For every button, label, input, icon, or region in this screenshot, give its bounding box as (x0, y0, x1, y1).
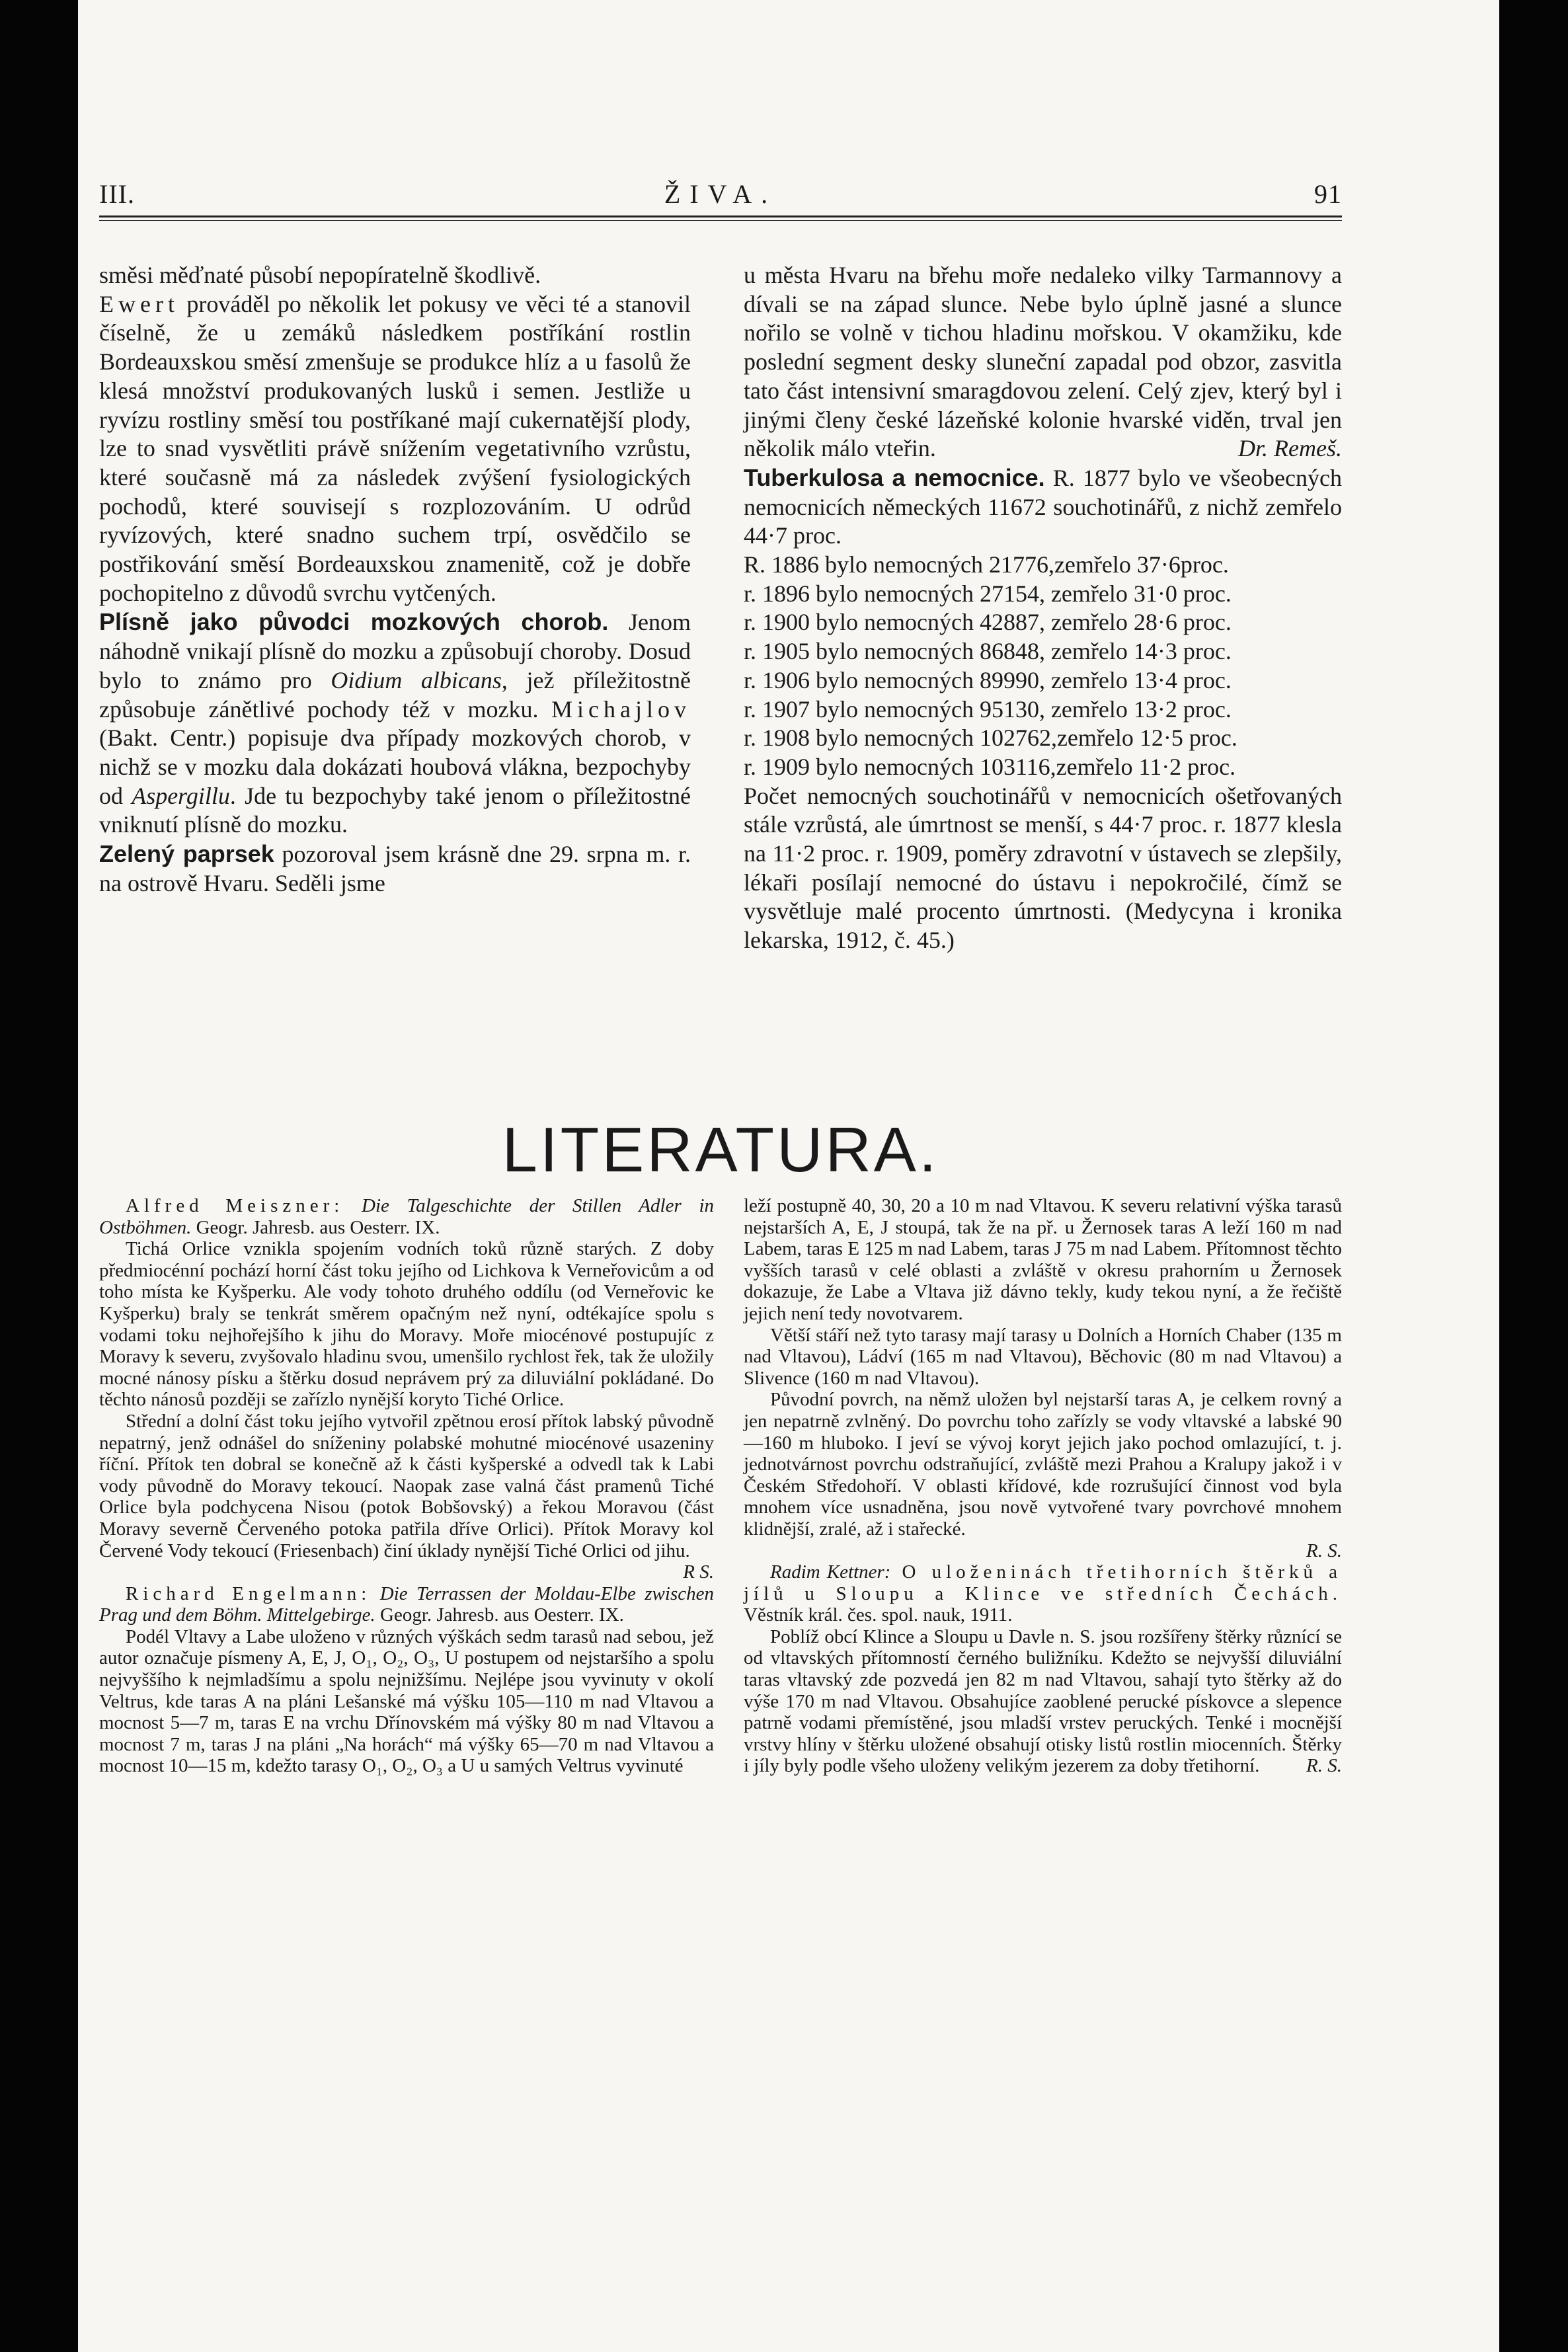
paragraph: Původní povrch, na němž uložen byl nejstarší taras A, je celkem rovný a jen nepatrně zvlněný. Do povrchu toho zařízly se vody vltavské a labské 90—160 m hluboko. I jeví se vývoj koryt jejich jako pochod omlazující, t. j. jednotvárnost povrchu odstraňující, zvláště mezi Prahou a Kralupy jakož i v Českém Středohoří. V oblasti křídové, kde rozrušující činnost vod byla mnohem více usnadněna, jsou nově vytvořené tvary povrchové mnohem klidnější, zralé, až i stařecké. (744, 1389, 1342, 1540)
section-heading: Tuberkulosa a nemocnice. (744, 463, 1045, 491)
paragraph: Poblíž obcí Klince a Sloupu u Davle n. S. jsou rozšířeny štěrky různící se od vltavských přítomností černého buližníku. Kdežto se nejvyšší diluviální taras vltavský zde pozvedá jen 82 m nad Vltavou, sahají tyto štěrky až do výše 170 m nad Vltavou. Obsahujíce zaoblené perucké pískovce a slepence patrně vodami přemístěné, jsou mladší vrstev peruckých. Tenké i mocnější vrstvy hlíny v štěrku uložené obsahují otisky listů rostlin miocenních. Štěrky i jíly byly podle všeho uloženy velikým jezerem za doby třetihorní. R. S. (744, 1626, 1342, 1777)
author-name: Alfred Meiszner: (126, 1195, 344, 1216)
signature: R. S. (1306, 1755, 1342, 1777)
paragraph: Podél Vltavy a Labe uloženo v různých výškách sedm tarasů nad sebou, jež autor označuje písmeny A, E, J, O₁, O₂, O₃, U postupem od nejstaršího a spolu nejvyššího k nejmladšímu a spolu nejnižšímu. Nejlépe jsou vyvinuty v okolí Veltrus, kde taras A na pláni Lešanské má výšku 105—110 m nad Vltavou a mocnost 5—7 m, taras E na vrchu Dřínovském má výšky 80 m nad Vltavou a mocnost 7 m, taras J na pláni „Na horách“ má výšky 65—70 m nad Vltavou a mocnost 10—15 m, kdežto tarasy O₁, O₂, O₃ a U u samých Veltrus vyvinuté (99, 1626, 714, 1777)
paragraph: Větší stáří než tyto tarasy mají tarasy u Dolních a Horních Chaber (135 m nad Vltavou), Ládví (165 m nad Vltavou), Běchovic (80 m nad Vltavou) a Slivence (160 m nad Vltavou). (744, 1324, 1342, 1389)
paragraph: Tichá Orlice vznikla spojením vodních toků různě starých. Z doby předmiocénní pochází horní část toku jejího od Lichkova k Verneřovicům a od toho místa ke Kyšperku. Ale vody tohoto druhého oddílu (od Verneřovic ke Kyšperku) braly se tenkrát směrem opačným než nyní, odtékajíce spolu s vodami toku nejhořejšího k jihu do Moravy. Moře miocénové postupujíc z Moravy k severu, zvyšovalo hladinu svou, umenšilo rychlost řek, tak že uložily mocné nánosy písku a štěrku dosud neprávem prý za diluviální pokládané. Do těchto nánosů později se zařízlo nynější koryto Tiché Orlice. (99, 1238, 714, 1411)
stats-row: r. 1908 bylo nemocných 102762,zemřelo 12·5 proc. (744, 725, 1237, 752)
paragraph: Tuberkulosa a nemocnice. R. 1877 bylo ve všeobecných nemocnicích německých 11672 souchotinářů, z nichž zemřelo 44·7 proc. (744, 463, 1342, 549)
paragraph: směsi měďnaté působí nepopíratelně škodlivě. (99, 262, 541, 288)
stats-list (744, 551, 1342, 782)
author-name: Richard Engelmann: (126, 1583, 372, 1604)
paragraph: leží postupně 40, 30, 20 a 10 m nad Vltavou. K severu relativní výška tarasů nejstarších A, E, J stoupá, tak že na př. u Žernosek taras A leží 160 m nad Labem, taras E 125 m nad Labem, taras J 75 m nad Labem. Přítomnost těchto vyšších tarasů v celé oblasti a zvláště v okresu prahorním u Žernosek dokazuje, že Labe a Vltava již dávno tekly, kudy tekou nyní, a že řečiště jejich není tedy novotvarem. (744, 1195, 1342, 1324)
paragraph: Ewert prováděl po několik let pokusy ve věci té a stanovil číselně, že u zemáků následkem postříkání rostlin Bordeauxskou směsí zmenšuje se produkce hlíz a u fasolů že klesá množství produkovaných lusků i semen. Jestliže u ryvízu rostliny směsí tou postříkané mají cukernatější plody, lze to snad vysvětliti právě snížením vegetativního vzrůstu, které současně má za následek zvýšení fysiologických pochodů, které souvisejí s rozplozováním. U odrůd ryvízových, které snadno suchem trpí, osvědčilo se postřikování směsí Bordeauxskou znamenitě, což je dobře pochopitelno z důvodů svrchu vytčených. (99, 290, 691, 606)
signature: R S. (683, 1561, 714, 1583)
bibliographic-entry: Radim Kettner: O uloženinách třetihorních štěrků a jílů u Sloupu a Klince ve středních Čechách. Věstník král. čes. spol. nauk, 1911. (744, 1561, 1342, 1626)
stats-row: r. 1900 bylo nemocných 42887, zemřelo 28·6 proc. (744, 609, 1232, 636)
stats-row: r. 1896 bylo nemocných 27154, zemřelo 31·0 proc. (744, 580, 1232, 607)
paragraph: Střední a dolní část toku jejího vytvořil zpětnou erosí přítok labský původně nepatrný, jenž odnášel do sníženiny polabské mohutné miocénové usazeniny říční. Přítok ten dobral se konečně až k části kyšperské a odvedl tak k Labi vody původně do Moravy tekoucí. Naopak zase valná část pramenů Tiché Orlice byla podchycena Nisou (potok Bobšovský) a řekou Moravou (část Moravy severně Červeného potoka patřila dříve Orlici). Přítok Moravy kol Červené Vody tekoucí (Friesenbach) činí úklady nynější Tiché Orlici od jihu. R S. (99, 1410, 714, 1583)
author-name: Radim Kettner: (770, 1561, 891, 1583)
header-rule-thin (99, 220, 1342, 221)
section-heading: Plísně jako původci mozkových chorob. (99, 608, 609, 636)
stats-row: r. 1907 bylo nemocných 95130, zemřelo 13·2 proc. (744, 695, 1232, 723)
journal-title: ŽIVA. (664, 179, 777, 209)
author-name: Ewert (99, 290, 179, 317)
literature-column-right (744, 1195, 1342, 1777)
bibliographic-entry: Alfred Meiszner: Die Talgeschichte der Stillen Adler in Ostböhmen. Geogr. Jahresb. aus Oesterr. IX. (99, 1195, 714, 1238)
stats-row: r. 1906 bylo nemocných 89990, zemřelo 13·4 proc. (744, 666, 1232, 693)
section-heading: Zelený paprsek (99, 840, 274, 868)
column-right (744, 261, 1342, 955)
paragraph: Plísně jako původci mozkových chorob. Jenom náhodně vnikají plísně do mozku a způsobují choroby. Dosud bylo to známo pro Oidium albicans, jež příležitostně způsobuje zánětlivé pochody též v mozku. Michajlov (Bakt. Centr.) popisuje dva případy mozkových chorob, v nichž se v mozku dala dokázati houbová vlákna, bezpochyby od Aspergillu. Jde tu bezpochyby také jenom o příležitostné vniknutí plísně do mozku. (99, 608, 691, 838)
stats-row: r. 1905 bylo nemocných 86848, zemřelo 14·3 proc. (744, 638, 1232, 665)
stats-row: r. 1909 bylo nemocných 103116,zemřelo 11·2 proc. (744, 753, 1236, 780)
author-name: Michajlov (551, 695, 691, 723)
paragraph: Počet nemocných souchotinářů v nemocnicích ošetřovaných stále vzrůstá, ale úmrtnost se menší, s 44·7 proc. r. 1877 klesla na 11·2 proc. r. 1909, poměry zdravotní v ústavech se zlepšily, lékaři posílají nemocné do ústavu i nepokročilé, čímž se vysvětluje malé procento úmrtnosti. (Medycyna i kronika lekarska, 1912, č. 45.) (744, 782, 1342, 954)
literature-column-left (99, 1195, 714, 1777)
volume-number: III. (99, 179, 135, 209)
literature-heading: LITERATURA. (502, 1115, 939, 1185)
page-number: 91 (1314, 179, 1342, 209)
column-left (99, 261, 691, 898)
signature: Dr. Remeš. (1238, 435, 1342, 462)
signature: R. S. (1306, 1540, 1342, 1561)
header-rule (99, 216, 1342, 217)
paragraph: u města Hvaru na břehu moře nedaleko vilky Tarmannovy a dívali se na západ slunce. Nebe bylo úplně jasné a slunce nořilo se volně v tichou hladinu mořskou. V okamžiku, kde poslední segment desky sluneční zapadal pod obzor, zasvitla tato část intensivní smaragdovou zelení. Celý zjev, který byl i jinými členy české lázeňské kolonie hvarské viděn, trval jen několik málo vteřin. Dr. Remeš. (744, 261, 1342, 463)
stats-row: R. 1886 bylo nemocných 21776,zemřelo 37·6proc. (744, 551, 1229, 578)
page-header (99, 173, 1342, 213)
bibliographic-entry: Richard Engelmann: Die Terrassen der Moldau-Elbe zwischen Prag und dem Böhm. Mittelgebirge. Geogr. Jahresb. aus Oesterr. IX. (99, 1583, 714, 1626)
paragraph: Zelený paprsek pozoroval jsem krásně dne 29. srpna m. r. na ostrově Hvaru. Seděli jsme (99, 840, 691, 896)
